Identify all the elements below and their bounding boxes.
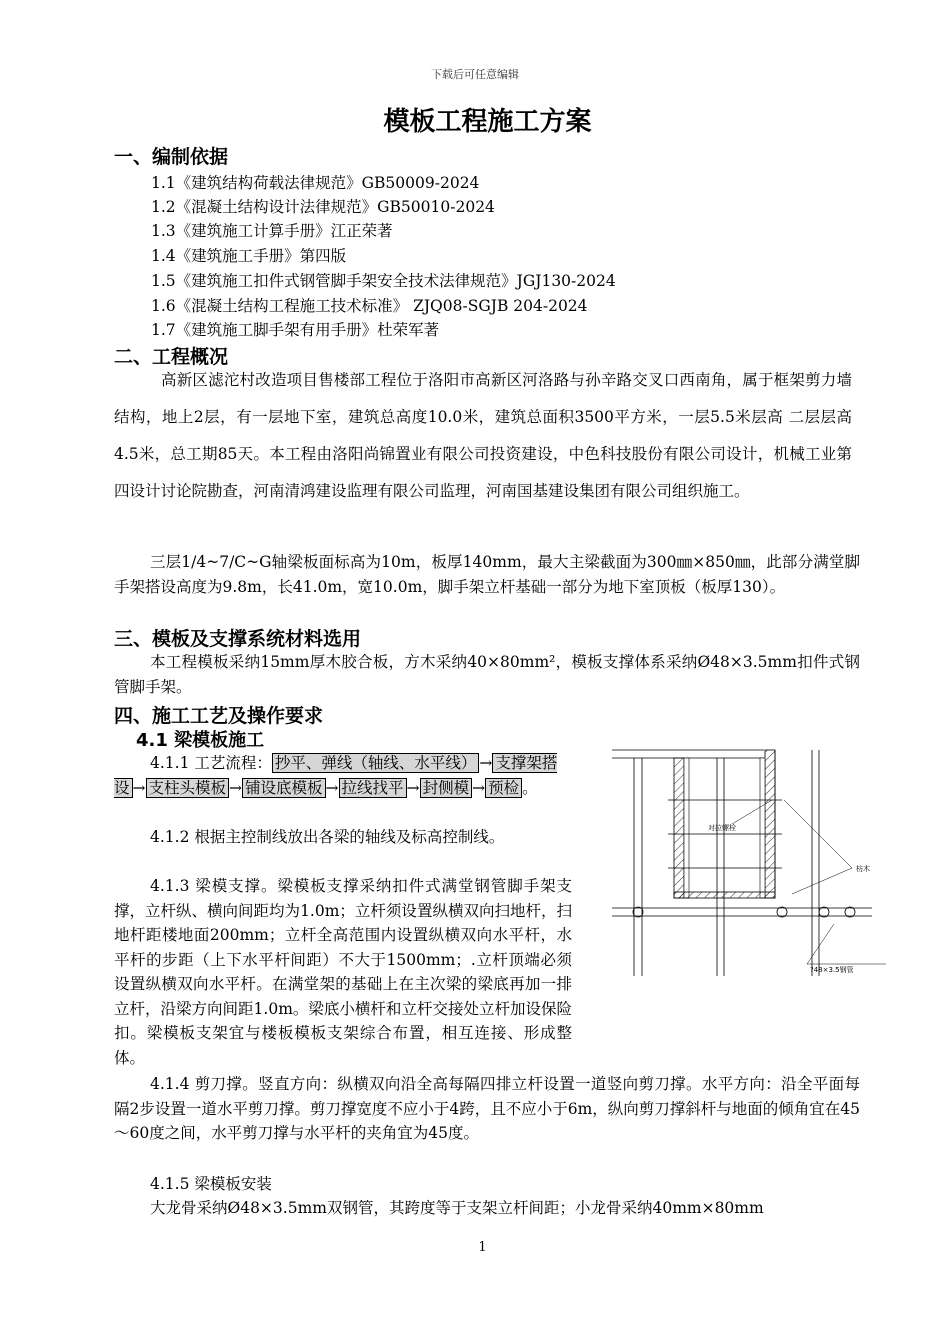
paragraph-4-1-2 xyxy=(114,825,574,850)
section-1-heading: 一、编制依据 xyxy=(114,146,229,168)
label-tie-bolt: 对拉螺栓 xyxy=(708,824,736,832)
process-flow-label: 4.1.1 工艺流程： xyxy=(150,754,272,772)
label-timber: 枋木 xyxy=(856,865,870,873)
project-overview-paragraph xyxy=(114,362,852,510)
flow-arrow: → xyxy=(132,778,146,797)
paragraph-text: 4.1.4 剪刀撑。竖直方向：纵横双向沿全高每隔四排立杆设置一道竖向剪刀撑。水平方向：沿全平面每隔2步设置一道水平剪刀撑。剪刀撑宽度不应小于4跨，且不应小于6m，纵向剪刀撑斜杆与地面的倾角宜在45～60度之间，水平剪刀撑与水平杆的夹角宜为45度。 xyxy=(114,1075,861,1142)
flow-step: 抄平、弹线（轴线、水平线） xyxy=(272,753,480,773)
label-steel-pipe: ?48×3.5钢管 xyxy=(810,966,854,974)
formwork-scope-paragraph xyxy=(114,550,860,599)
reference-item: 1.6《混凝土结构工程施工技术标准》 ZJQ08-SGJB 204-2024 xyxy=(151,297,588,315)
paragraph-text: 本工程模板采纳15mm厚木胶合板，方木采纳40×80mm²，模板支撑体系采纳Ø48×3.5mm扣件式钢管脚手架。 xyxy=(114,653,860,696)
pipe-section xyxy=(845,907,855,917)
leader-line xyxy=(807,924,834,964)
paragraph-4-1-5-title: 4.1.5 梁模板安装 xyxy=(150,1175,272,1193)
flow-arrow: → xyxy=(406,778,420,797)
paragraph-text: 三层1/4~7/C~G轴梁板面标高为10m，板厚140mm，最大主梁截面为300㎜×850㎜，此部分满堂脚手架搭设高度为9.8m，长41.0m，宽10.0m，脚手架立杆基础一部分为地下室顶板（板厚130）。 xyxy=(114,553,860,596)
pipe-section xyxy=(777,907,787,917)
materials-paragraph xyxy=(114,650,860,699)
flow-arrow: → xyxy=(479,754,493,772)
paragraph-text: 大龙骨采纳Ø48×3.5mm双钢管，其跨度等于支架立杆间距；小龙骨采纳40mm×80mm xyxy=(150,1199,764,1217)
section-2-heading: 二、工程概况 xyxy=(114,346,229,368)
paragraph-4-1-4 xyxy=(114,1072,860,1146)
paragraph-text: 高新区滤沱村改造项目售楼部工程位于洛阳市高新区河洛路与孙辛路交叉口西南角，属于框架剪力墙结构，地上2层，有一层地下室，建筑总高度10.0米，建筑总面积3500平方米，一层5.5米层高 二层层高4.5米，总工期85天。本工程由洛阳尚锦置业有限公司投资建设，中色科技股份有限公司设计，机械工业第四设计讨论院勘查，河南清鸿建设监理有限公司监理，河南国基建设集团有限公司组织施工。 xyxy=(114,371,852,500)
paragraph-4-1-5 xyxy=(114,1196,860,1221)
timber-right xyxy=(760,758,765,898)
leader-line xyxy=(784,800,852,868)
flow-step: 拉线找平 xyxy=(339,778,407,798)
beam-bottom-form xyxy=(674,892,775,898)
flow-arrow: → xyxy=(325,778,339,797)
section-4-heading: 四、施工工艺及操作要求 xyxy=(114,705,324,727)
flow-step: 铺设底模板 xyxy=(242,778,326,798)
paragraph-text: 4.1.3 梁模支撑。梁模板支撑采纳扣件式满堂钢管脚手架支撑，立杆纵、横向间距均为1.0m；立杆须设置纵横双向扫地杆，扫地杆距楼地面200mm；立杆全高范围内设置纵横双向水平杆，水平杆的步距（上下水平杆间距）不大于1500mm；.立杆顶端必须设置纵横双向水平杆。在满堂架的基础上在主次梁的梁底再加一排立杆，沿梁方向间距1.0m。梁底小横杆和立杆交接处立杆加设保险扣。梁模板支架宜与楼板模板支架综合布置，相互连接、形成整体。 xyxy=(114,877,572,1067)
side-form-right xyxy=(765,750,775,898)
subsection-4-1-heading: 4.1 梁模板施工 xyxy=(136,730,265,751)
paragraph-text: 4.1.2 根据主控制线放出各梁的轴线及标高控制线。 xyxy=(150,828,505,846)
page-number: 1 xyxy=(478,1240,487,1255)
flow-arrow: → xyxy=(229,778,243,797)
reference-item: 1.4《建筑施工手册》第四版 xyxy=(151,247,347,265)
reference-item: 1.3《建筑施工计算手册》江正荣著 xyxy=(151,222,393,240)
beam-formwork-diagram xyxy=(612,744,902,976)
page-header-note: 下载后可任意编辑 xyxy=(431,68,519,81)
flow-end: 。 xyxy=(522,778,538,797)
process-flow xyxy=(114,751,574,800)
pipe-section xyxy=(819,907,829,917)
reference-item: 1.5《建筑施工扣件式钢管脚手架安全技术法律规范》JGJ130-2024 xyxy=(151,272,616,290)
pipe-section xyxy=(633,907,643,917)
flow-step: 预检 xyxy=(485,778,522,798)
flow-step: 封侧模 xyxy=(420,778,473,798)
reference-item: 1.2《混凝土结构设计法律规范》GB50010-2024 xyxy=(151,198,495,216)
reference-item: 1.7《建筑施工脚手架有用手册》杜荣军著 xyxy=(151,321,440,339)
leader-line xyxy=(792,868,852,894)
section-3-heading: 三、模板及支撑系统材料选用 xyxy=(114,628,362,650)
page-title: 模板工程施工方案 xyxy=(383,107,592,137)
side-form-left xyxy=(674,758,684,898)
timber-left xyxy=(684,758,689,898)
flow-step: 支撑架搭设 xyxy=(114,754,558,797)
flow-arrow: → xyxy=(472,778,486,797)
flow-step: 支柱头模板 xyxy=(146,778,230,798)
reference-item: 1.1《建筑结构荷载法律规范》GB50009-2024 xyxy=(151,174,480,192)
